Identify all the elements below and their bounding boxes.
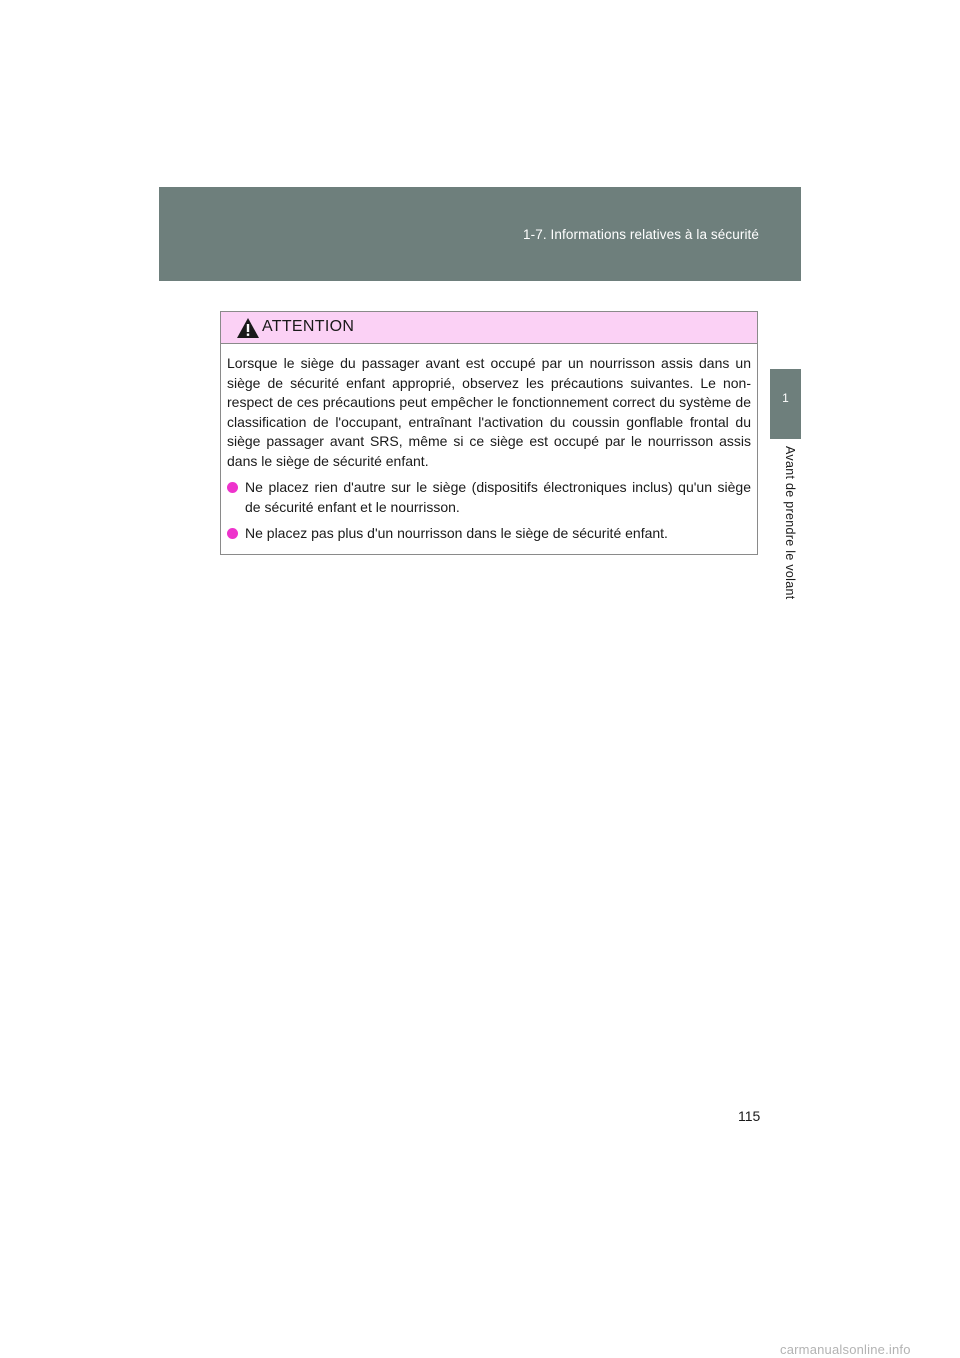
page-number: 115 xyxy=(738,1108,761,1124)
warning-triangle-icon xyxy=(236,317,260,339)
section-title: 1-7. Informations relatives à la sécurité xyxy=(523,227,759,242)
warning-title: ATTENTION xyxy=(262,318,355,335)
list-item xyxy=(227,524,751,544)
watermark: carmanualsonline.info xyxy=(780,1342,911,1357)
warning-header xyxy=(221,312,757,344)
chapter-label: Avant de prendre le volant xyxy=(783,446,797,600)
warning-body xyxy=(221,344,757,544)
bullet-text: Ne placez rien d'autre sur le siège (dispositifs électroniques inclus) qu'un siège de sécurité enfant et le nourrisson. xyxy=(245,479,751,515)
bullet-dot-icon xyxy=(227,482,238,493)
chapter-tab xyxy=(770,369,801,439)
warning-intro: Lorsque le siège du passager avant est occupé par un nourrisson assis dans un siège de sécurité enfant approprié, observez les précautions suivantes. Le non-respect de ces précautions peut empêcher le fonctionnement correct du système de classification de l'occupant, entraînant l'activation du coussin gonflable frontal du siège passager avant SRS, même si ce siège est occupé par le nourrisson assis dans le siège de sécurité enfant. xyxy=(227,355,751,469)
header-band xyxy=(159,187,801,281)
list-item xyxy=(227,478,751,517)
bullet-dot-icon xyxy=(227,528,238,539)
bullet-text: Ne placez pas plus d'un nourrisson dans le siège de sécurité enfant. xyxy=(245,525,668,541)
chapter-number: 1 xyxy=(782,391,789,405)
warning-box xyxy=(220,311,758,555)
